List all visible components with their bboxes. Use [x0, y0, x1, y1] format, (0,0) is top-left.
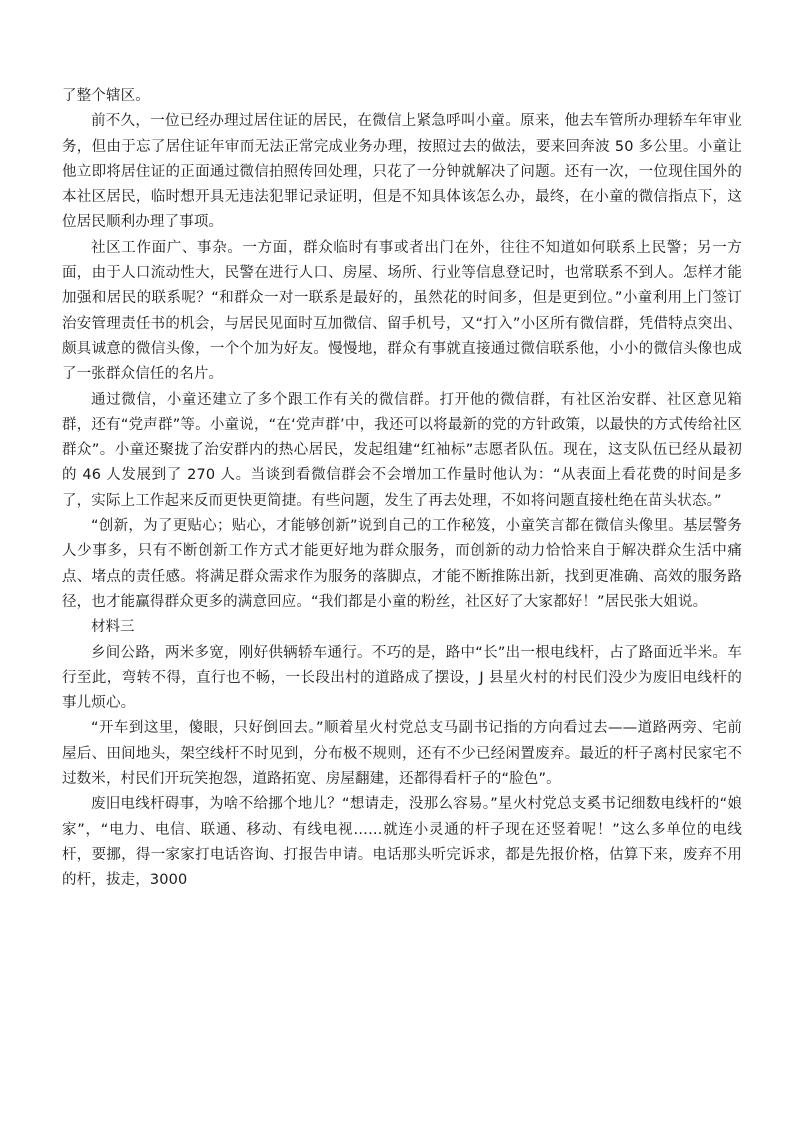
section-heading-material-three: 材料三 [91, 619, 135, 636]
paragraph-community-work: 社区工作面广、事杂。一方面，群众临时有事或者出门在外，往往不知道如何联系上民警；另一方面，由于人口流动性大，民警在进行人口、房屋、场所、行业等信息登记时，也常联系不到人。怎样才能加强和居民的联系呢？“和群众一对一联系是最好的，虽然花的时间多，但是更到位。”小童利用上门签订治安管理责任书的机会，与居民见面时互加微信、留手机号，又“打入”小区所有微信群，凭借特点突出、颇具诚意的微信头像，一个个加为好友。慢慢地，群众有事就直接通过微信联系他，小小的微信头像也成了一张群众信任的名片。 [62, 239, 742, 383]
paragraph-continuation: 了整个辖区。 [62, 88, 150, 104]
paragraph-innovation: “创新，为了更贴心；贴心，才能够创新”说到自己的工作秘笈，小童笑言都在微信头像里。基层警务人少事多，只有不断创新工作方式才能更好地为群众服务，而创新的动力恰恰来自于解决群众生活中痛点、堵点的责任感。将满足群众需求作为服务的落脚点，才能不断推陈出新，找到更准确、高效的服务路径，也才能赢得群众更多的满意回应。“我们都是小童的粉丝，社区好了大家都好！”居民张大姐说。 [62, 518, 742, 610]
paragraph-wechat-groups: 通过微信，小童还建立了多个跟工作有关的微信群。打开他的微信群，有社区治安群、社区意见箱群，还有“党声群”等。小童说，“在‘党声群’中，我还可以将最新的党的方针政策，以最快的方式传给社区群众”。小童还聚拢了治安群内的热心居民，发起组建“红袖标”志愿者队伍。现在，这支队伍已经从最初的 46 人发展到了 270 人。当谈到看微信群会不会增加工作量时他认为：“从表面上看花费的时间是多了，实际上工作起来反而更快更简捷。有些问题，发生了再去处理，不如将问题直接杜绝在苗头状态。” [62, 391, 742, 509]
paragraph-poles-distribution: “开车到这里，傻眼，只好倒回去。”顺着星火村党总支马副书记指的方向看过去——道路两旁、宅前屋后、田间地头，架空线杆不时见到，分布极不规则，还有不少已经闲置废弃。最近的杆子离村民家宅不过数米，村民们开玩笑抱怨，道路拓宽、房屋翻建，还都得看杆子的“脸色”。 [62, 720, 742, 788]
paragraph-rural-road: 乡间公路，两米多宽，刚好供辆轿车通行。不巧的是，路中“长”出一根电线杆，占了路面近半米。车行至此，弯转不得，直行也不畅，一长段出村的道路成了摆设，J 县星火村的村民们没少为废旧电线杆的事儿烦心。 [62, 644, 742, 712]
paragraph-pole-owners: 废旧电线杆碍事，为啥不给挪个地儿？“想请走，没那么容易。”星火村党总支奚书记细数电线杆的“娘家”，“电力、电信、联通、移动、有线电视……就连小灵通的杆子现在还竖着呢！”这么多单位的电线杆，要挪，得一家家打电话咨询、打报告申请。电话那头听完诉求，都是先报价格，估算下来，废弃不用的杆，拔走，3000 [62, 796, 742, 889]
paragraph-residence-permit: 前不久，一位已经办理过居住证的居民，在微信上紧急呼叫小童。原来，他去车管所办理轿车年审业务，但由于忘了居住证年审而无法正常完成业务办理，按照过去的做法，要来回奔波 50 多公里。小童让他立即将居住证的正面通过微信拍照传回处理，只花了一分钟就解决了问题。还有一次，一位现住国外的本社区居民，临时想开具无违法犯罪记录证明，但是不知具体该怎么办，最终，在小童的微信指点下，这位居民顺利办理了事项。 [62, 113, 742, 231]
article-body [62, 84, 742, 894]
